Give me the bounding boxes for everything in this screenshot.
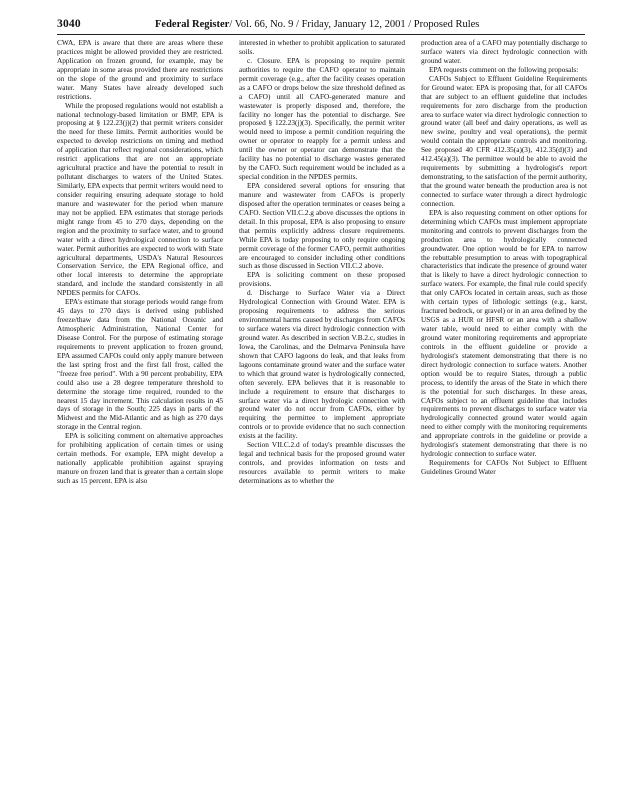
paragraph: production area of a CAFO may potentially discharge to surface waters via direct hydrologic connection with ground water. <box>421 38 587 65</box>
page-header <box>57 18 585 34</box>
paragraph: Requirements for CAFOs Not Subject to Effluent Guidelines Ground Water <box>421 458 587 476</box>
paragraph: EPA considered several options for ensuring that manure and wastewater from CAFOs is properly disposed after the operation terminates or ceases being a CAFO. Section VII.C.2.g above discusses the options in detail. In this proposal, EPA is also proposing to ensure that permits explicitly address closure requirements. While EPA is today proposing to only require ongoing permit coverage of the former CAFO, permit authorities are encouraged to consider including other conditions such as those discussed in Section VII.C.2 above. <box>239 181 405 271</box>
paragraph: EPA is soliciting comment on these proposed provisions. <box>239 270 405 289</box>
journal-name: Federal Register <box>155 19 230 30</box>
text-column-3 <box>421 39 587 477</box>
paragraph: Section VII.C.2.d of today's preamble discusses the legal and technical basis for the proposed ground water controls, and provides information on tests and resources available to permit writers to make determinations as to whether the <box>239 440 405 485</box>
paragraph: CAFOs Subject to Effluent Guideline Requirements for Ground water. EPA is proposing that, for all CAFOs that are subject to an effluent guideline that includes requirements for zero discharge from the production area to surface water via direct hydrologic connection to ground water (all beef and dairy operations, as well as new swine, poultry and veal operations), the permit would contain the appropriate controls and monitoring. See proposed 40 CFR 412.35(a)(3), 412.35(d)(3) and 412.45(a)(3). The permittee would be able to avoid the requirements by submitting a hydrologist's report demonstrating, to the satisfaction of the permit authority, that the ground water beneath the production area is not connected to surface water through a direct hydrologic connection. <box>421 73 587 208</box>
header-rule <box>57 34 585 35</box>
page-number: 3040 <box>57 18 81 30</box>
running-head <box>155 19 479 30</box>
paragraph: interested in whether to prohibit application to saturated soils. <box>239 38 405 56</box>
paragraph: d. Discharge to Surface Water via a Direct Hydrological Connection with Ground Water. EPA is proposing requirements to address the serious environmental harms caused by discharges from CAFOs to surface waters via direct hydrologic connection with ground water. As described in section V.B.2.c, studies in Iowa, the Carolinas, and the Delmarva Peninsula have shown that CAFO lagoons do leak, and that leaks from lagoons contaminate ground water and the surface water to which that ground water is hydrologically connected, often severely. EPA believes that it is reasonable to include a requirement to ensure that discharges to surface water via a direct hydrologic connection with ground water do not occur from CAFOs, either by requiring the permittee to implement appropriate controls or to provide evidence that no such connection exists at the facility. <box>239 288 405 441</box>
paragraph: EPA requests comment on the following proposals: <box>429 64 579 74</box>
text-column-1 <box>57 39 223 486</box>
paragraph: c. Closure. EPA is proposing to require permit authorities to require the CAFO operator to maintain permit coverage (e.g., after the facility ceases operation as a CAFO or drops below the size threshold defined as a CAFO) until all CAFO-generated manure and wastewater is properly disposed and, therefore, the facility no longer has the potential to discharge. See proposed § 122.23(j)(3). Specifically, the permit writer would need to impose a permit condition requiring the owner or operator to reapply for a permit unless and until the owner or operator can demonstrate that the facility has no potential to discharge wastes generated by the CAFO. Such requirement would be included as a special condition in the NPDES permits. <box>239 55 405 182</box>
paragraph: CWA, EPA is aware that there are areas where these practices might be allowed provided they are restricted. Application on frozen ground, for example, may be appropriate in some areas provided there are restrictions on the slope of the ground and proximity to surface water. Many States have already developed such restrictions. <box>57 38 223 101</box>
paragraph: While the proposed regulations would not establish a national technology-based limitation or BMP, EPA is proposing at § 122.23(j)(2) that permit writers consider the need for these limits. Permit authorities would be expected to develop restrictions on timing and method of application that reflect regional considerations, which restrict applications that are not an appropriate agricultural practice and have the potential to result in pollutant discharges to waters of the United States. Similarly, EPA expects that permit writers would need to consider requiring ensuring adequate storage to hold manure and wastewater for the period when manure may not be applied. EPA estimates that storage periods might range from 45 to 270 days, depending on the region and the proximity to surface water, and to ground water with a direct hydrological connection to surface water. Permit authorities are expected to work with State agricultural departments, USDA's Natural Resources Conservation Service, the EPA Regional office, and other local interests to determine the appropriate standard, and include the standard consistently in all NPDES permits for CAFOs. <box>57 100 223 298</box>
paragraph: EPA is soliciting comment on alternative approaches for prohibiting application of certain times or using certain methods. For example, EPA might develop a nationally applicable prohibition against spraying manure on frozen land that is greater than a certain slope such as 15 percent. EPA is also <box>57 431 223 485</box>
text-column-2 <box>239 39 405 486</box>
paragraph: EPA's estimate that storage periods would range from 45 days to 270 days is derived using published freeze/thaw data from the National Oceanic and Atmospheric Administration, National Center for Disease Control. For the purpose of estimating storage requirements to prevent application to frozen ground, EPA assumed CAFOs could only apply manure between the last spring frost and the first fall frost, called the "freeze free period". With a 90 percent probability, EPA could also use a 28 degree temperature threshold to determine the storage time required, rounded to the nearest 15 day increment. This calculation results in 45 days of storage in the South; 225 days in parts of the Midwest and the Mid-Atlantic and as high as 270 days storage in the Central region. <box>57 297 223 432</box>
paragraph: EPA is also requesting comment on other options for determining which CAFOs must implement appropriate monitoring and controls to prevent discharges from the production area to hydrologically connected groundwater. One option would be for EPA to narrow the rebuttable presumption to areas with topographical characteristics that indicate the presence of ground water that is likely to have a direct hydrologic connection to surface waters. For example, the final rule could specify that only CAFOs located in certain areas, such as those with certain types of lithologic settings (e.g., karst, fractured bedrock, or gravel) or in an area defined by the USGS as a HUR or HFSR or an area with a shallow water table, would need to either comply with the ground water monitoring requirements and appropriate controls in the effluent guideline or provide a hydrologist's statement demonstrating that there is no direct hydrologic connection to surface waters. Another option would be to require States, through a public process, to identify the areas of the State in which there is the potential for such discharges. In these areas, CAFOs subject to an effluent guideline that includes requirements to prevent discharges to surface water via hydrologically connected ground water would again need to either comply with the monitoring requirements and appropriate controls in the guideline or provide a hydrologist's statement demonstrating that there is no hydrologic connection to surface water. <box>421 207 587 459</box>
issue-line: / Vol. 66, No. 9 / Friday, January 12, 2001 / Proposed Rules <box>229 19 480 30</box>
